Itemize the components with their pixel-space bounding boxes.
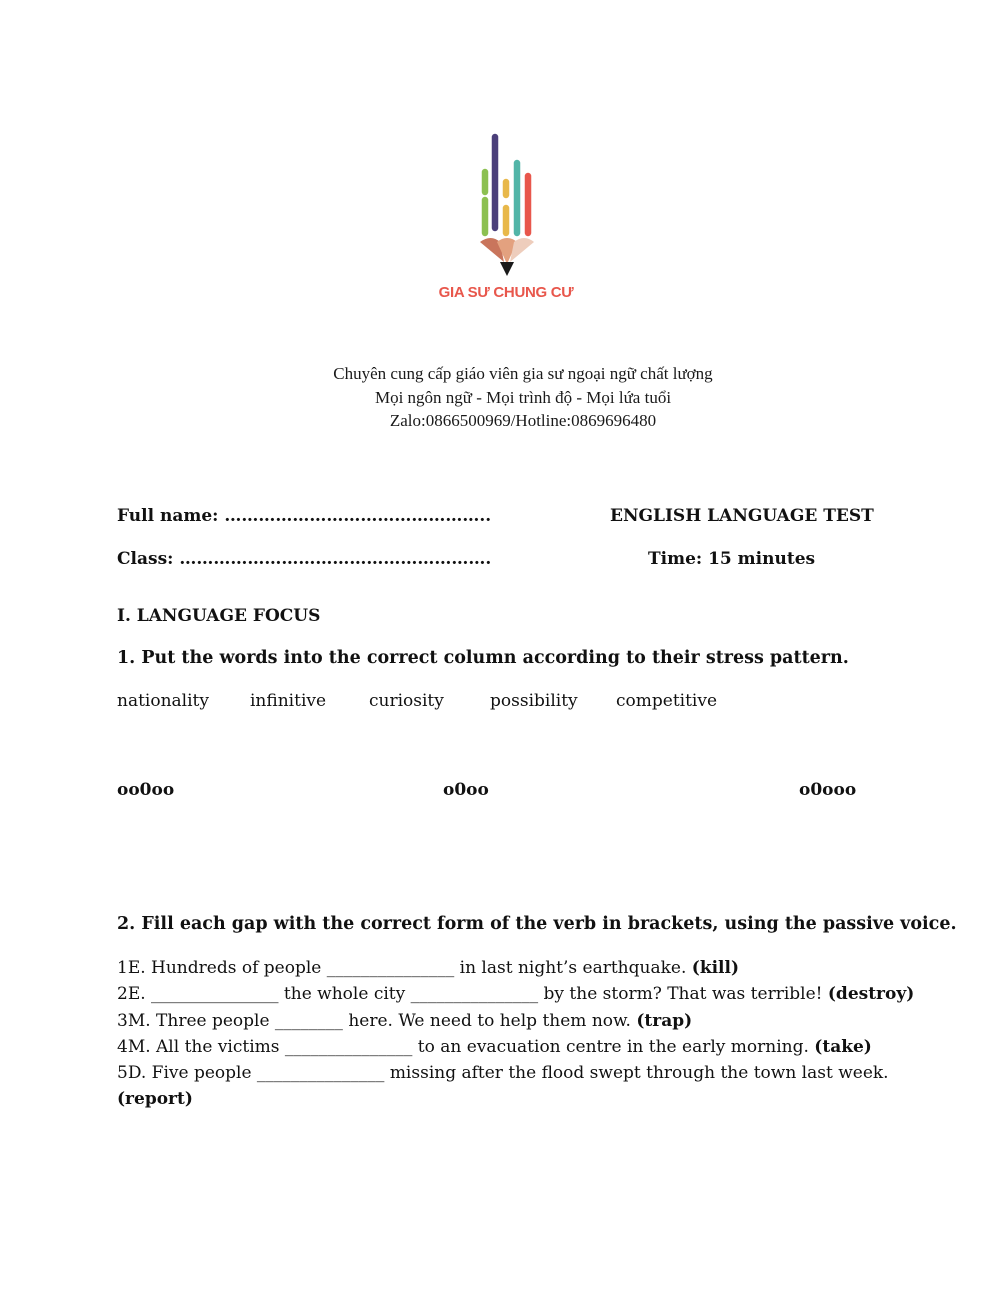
verb-hint: (trap) [636,1010,693,1031]
word-item: infinitive [250,691,327,711]
full-name-field[interactable]: Full name: ……………………………………….. [117,506,492,526]
exercise-text: 5D. Five people _______________ missing after the flood swept through the town last week. [117,1063,889,1084]
exercise-text: 2E. _______________ the whole city _______________ by the storm? That was terrible! [117,984,823,1005]
exercise-item [117,1034,914,1060]
exercise-list [117,955,914,1113]
tagline [0,362,1000,433]
exercise-item [117,981,914,1007]
task1-instruction: 1. Put the words into the correct column according to their stress pattern. [117,648,849,668]
exercise-item-continuation [117,1086,914,1112]
stress-column-header: o0ooo [799,780,857,800]
exercise-text: 1E. Hundreds of people _______________ in last night’s earthquake. [117,958,687,978]
gia-su-chung-cu-logo [478,130,538,280]
exercise-text: 4M. All the victims _______________ to an evacuation centre in the early morning. [117,1036,809,1057]
stress-column-header: oo0oo [117,780,175,800]
task2-instruction: 2. Fill each gap with the correct form of the verb in brackets, using the passive voice. [117,914,957,934]
test-title: ENGLISH LANGUAGE TEST [610,506,874,526]
verb-hint: (take) [814,1036,872,1057]
tagline-line: Chuyên cung cấp giáo viên gia sư ngoại ngữ chất lượng [333,364,713,383]
time-label: Time: 15 minutes [648,549,816,569]
logo-pencil-point [500,262,514,276]
class-field[interactable]: Class: ………………………………………………. [117,549,492,569]
contact-line: Zalo:0866500969/Hotline:0869696480 [389,411,657,430]
word-item: competitive [616,691,718,711]
word-item: curiosity [369,691,444,711]
section-heading: I. LANGUAGE FOCUS [117,606,321,626]
exercise-item [117,1060,914,1086]
verb-hint: (destroy) [827,984,915,1005]
verb-hint: (report) [117,1089,193,1110]
exercise-item [117,955,914,981]
stress-column-header: o0oo [443,780,489,800]
word-item: nationality [117,691,209,711]
verb-hint: (kill) [691,958,740,978]
exercise-text: 3M. Three people ________ here. We need to help them now. [117,1010,631,1031]
tagline-line: Mọi ngôn ngữ - Mọi trình độ - Mọi lứa tuổi [374,387,672,407]
exercise-item [117,1008,914,1034]
brand-name: GIA SƯ CHUNG CƯ [438,284,574,301]
word-item: possibility [490,691,578,711]
